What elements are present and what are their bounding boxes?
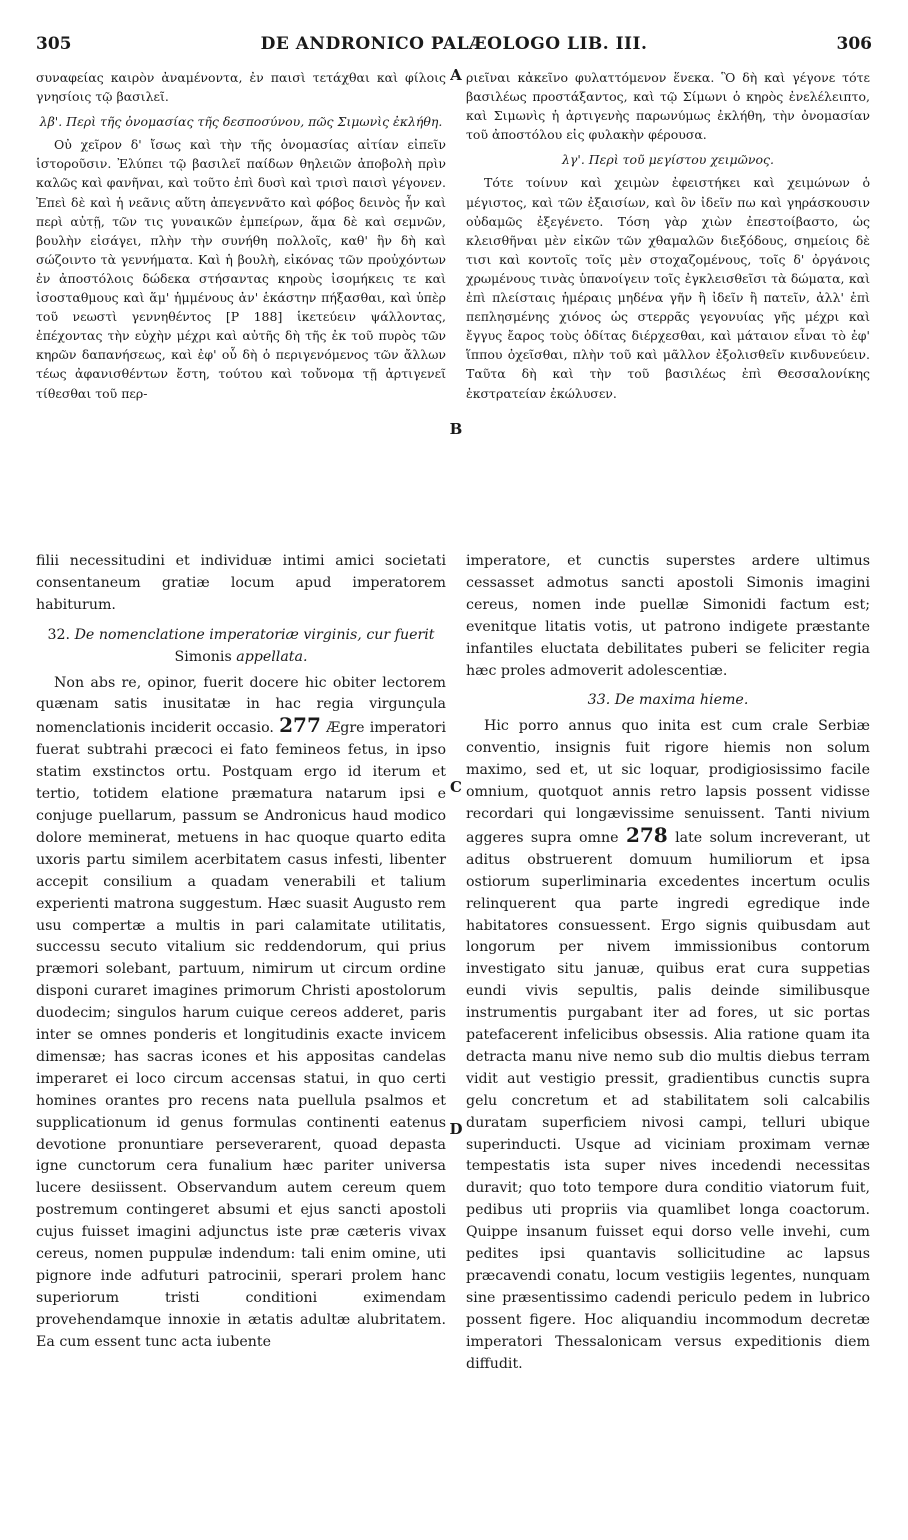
latin-title-32-name: Simonis [174, 648, 232, 665]
latin-chapter-title-33: 33. De maxima hieme. [587, 692, 749, 709]
latin-left-text-b: Ægre imperatori fuerat subtrahi præcoci ei fato femineos fetus, in ipso statim exstinctos ortu. Postquam ergo id iterum et tertio, totidem elatione præmatura natarum ipsi e conjuge puellarum, passum se Andronicus haud modico dolore meminerat, metuens in hac quoque quarto edita uxoris partu similem acerbitatem casus infesti, libenter accepit consilium a quadam venerabili et talium experienti matrona suggestum. Hæc suasit Augusto rem usu compertæ a multis in pari calamitate utilitatis, successu secuto vitalium sic reddendorum, qui prius præmori solebant, partuum, nimirum ut circum ordine disponi curaret imagines primorum Christi apostolorum duodecim; singulos harum cuique cereos adderet, paris inter se omnes ponderis et longitudinis exacte invicem dimensæ; has sacras icones et his appositas candelas imperaret ei loco circum accensas statui, in quo certi homines orantes pro recens nata puellula psalmos et supplicationum id genus formulas continenti eatenus devotione pronuntiare perseverarent, quoad depasta igne cunctorum cera funalium hæc pariter universa lucere desiissent. Observandum autem cereum quem postremum contingeret absumi et ejus sancti apostoli cujus fuisset imagini adjunctus iste præ cæteris vivax cereus, nomen puppulæ indendum: tali enim omine, uti pignore inde adfuturi patrocinii, sperari prolem hanc superiorum tristi conditioni eximendam provehendamque innoxie in ætatis adultæ alubritatem. Ea cum essent tunc acta iubente [36, 720, 446, 1350]
greek-right-para-2: Τότε τοίνυν καὶ χειμὼν ἐφειστήκει καὶ χειμώνων ὁ μέγιστος, καὶ τῶν ἐξαισίων, καὶ ὃν ἰδεῖν πω καὶ γηράσκουσιν οὐδαμῶς ἐξεγένετο. Τόση γὰρ χιὼν ἐπεστοίβαστο, ὡς κλεισθῆναι μὲν εἰκῶν τῶν χθαμαλῶν διεξόδους, σημείοις δὲ τισι καὶ κοντοῖς τοῖς μὲν στοχαζομένους, τοῖς δ' ὀργάνοις χρωμένους τινὰς ὑπανοίγειν τοῖς ἐγκλεισθεῖσι τὰ δώματα, καὶ ἐπὶ πλείσταις ἡμέραις μηδένα γῆν ἢ ἰδεῖν ἢ πατεῖν, ἀλλ' ἐπὶ πεπλησμένης χιόνος ὡς στερρᾶς γεγονυίας γῆς μέχρι καὶ ἔγγυς ἔαρος τοὺς ὁδίτας διέρχεσθαι, καὶ μάταιον εἶναι τὸ ἐφ' ἵππου ὀχεῖσθαι, πλὴν τοῦ καὶ μᾶλλον ἐξολισθεῖν κινδυνεύειν. Ταῦτα δὴ καὶ τὴν τοῦ βασιλέως ἐπὶ Θεσσαλονίκης ἐκστρατείαν ἐκώλυσεν. [466, 175, 870, 401]
page-number-right: 306 [836, 34, 872, 54]
latin-chapter-title-32 [36, 625, 446, 669]
running-title: DE ANDRONICO PALÆOLOGO LIB. III. [260, 34, 648, 54]
margin-letter-c: C [450, 778, 462, 796]
latin-right-text-b: late solum increverant, ut aditus obstruerent domuum humiliorum et ipsa ostiorum superliminaria excedentes incertum oculis relinquerent qua parte ingredi egredique inde habitatores consuessent. Ergo signis quibusdam aut longorum per nivem immissionibus contorum investigato situ januæ, quibus erat cura suppetias eundi vivis sepultis, palis deinde similibusque instrumentis purgabant iter ad fores, ut sic portas patefacerent infelicibus obsessis. Alia ratione quam ita detracta manu nive nemo sub dio multis diebus terram vidit aut vestigio pressit, gradientibus cunctis supra gelu concretum et ad stabilitatem soli calcabilis duratam superficiem nivosi campi, telluri ubique superinducti. Usque ad viciniam proximam vernæ tempestatis ista super nives incedendi necessitas duravit; quo toto tempore dura conditio viatorum fuit, pedibus uti propriis via quamlibet longa coactorum. Quippe insanum fuisset equi dorso velle invehi, cum pedites ipsi quantavis sollicitudine ac lapsus præcavendi conatu, locum vestigiis legentes, nunquam sine præsentissimo cadendi periculo pedem in lubrico possent figere. Hoc aliquandiu incommodum decretæ imperatori Thessalonicam versus expeditionis diem diffudit. [466, 829, 870, 1372]
greek-right-para-1: ριεῖναι κἀκεῖνο φυλαττόμενον ἕνεκα. Ὃ δὴ καὶ γέγονε τότε βασιλέως προστάξαντος, καὶ τῷ Σίμωνι ὁ κηρὸς ἐνελέλειπτο, καὶ Σιμωνὶς ἡ ἀρτιγενὴς παρωνύμως ἐκλήθη, τὴν ὀνομασίαν τοῦ ἀποστόλου εἰς φυλακὴν φέρουσα. [466, 70, 870, 143]
edition-page-ref-277: 277 [279, 713, 321, 738]
latin-right-text-a: Hic porro annus quo inita est cum crale Serbiæ conventio, insignis fuit rigore hiemis non solum maximo, sed et, ut sic loquar, prodigiosissimo facile omnium, quotquot annis retro lapsis possent vidisse recordari qui longævissime senuissent. Tanti nivium aggeres supra omne [466, 718, 870, 846]
margin-letter-a: A [450, 66, 462, 84]
edition-page-ref-278: 278 [625, 822, 668, 847]
margin-letter-d: D [449, 1120, 463, 1138]
running-header [30, 30, 878, 58]
latin-left-para-2 [36, 673, 446, 1354]
greek-column-right [466, 68, 870, 538]
latin-title-32-b: appellata. [236, 648, 308, 665]
latin-chapter-number-32: 32. [47, 626, 71, 643]
latin-column-right [466, 551, 870, 1531]
margin-letter-b: B [449, 420, 463, 438]
greek-left-para-2 [36, 135, 446, 402]
latin-right-para-2 [466, 716, 870, 1375]
greek-left-text-a: Οὐ χεῖρον δ' ἴσως καὶ τὴν τῆς ὀνομασίας αἰτίαν εἰπεῖν ἱστοροῦσιν. Ἐλύπει τῷ βασιλεῖ παίδων θηλειῶν ἀποβολὴ πρὶν καλῶς καὶ φανῆναι, καὶ τοῦτο ἐπὶ δυσὶ καὶ τρισὶ παισὶ γέγονεν. Ἐπεὶ δὲ καὶ ἡ νεᾶνις αὕτη ἀπεγεννᾶτο καὶ φόβος δεινὸς ἦν καὶ περὶ αὐτῇ, τῶν τις γυναικῶν ἐμπείρων, ἅμα δὲ καὶ σεμνῶν, βουλὴν εἰσάγει, πλὴν τὴν συνήθη πολλοῖς, καθ' ἣν δὴ καὶ σώζοιντο τὰ γεννήματα. Καὶ ἡ βουλὴ, εἰκόνας τῶν προὐχόντων ἐν ἀποστόλοις δώδεκα στήσαντας κηροὺς ἰσομήκεις τε καὶ ἰσοσταθμους καὶ ἅμ' ἡμμένους ἀν' ἑκάστην πήξασθαι, καὶ ὑπὲρ τοῦ νεωστὶ γεννηθέντος [36, 137, 446, 325]
latin-left-para-1: filii necessitudini et individuæ intimi amici societati consentaneum gratiæ locum apud imperatorem habiturum. [36, 553, 446, 613]
greek-left-para-1: συναφείας καιρὸν ἀναμένοντα, ἐν παισὶ τετάχθαι καὶ φίλοις γνησίοις τῷ βασιλεῖ. [36, 70, 446, 105]
greek-column-left [36, 68, 446, 538]
greek-chapter-title-33: λγ'. Περὶ τοῦ μεγίστου χειμῶνος. [562, 152, 774, 168]
latin-title-32-a: De nomenclatione imperatoriæ virginis, cur fuerit [74, 626, 435, 643]
greek-chapter-title-32: λβ'. Περὶ τῆς ὀνομασίας τῆς δεσποσύνου, πῶς Σιμωνὶς ἐκλήθη. [39, 114, 443, 130]
greek-left-text-b: ἱκετεύειν ψάλλοντας, ἐπέχοντας τὴν εὐχὴν μέχρι καὶ αὐτῆς δὴ τῆς ἐκ τοῦ πυρὸς τῶν κηρῶν δαπανήσεως, καὶ ἐφ' οὗ δὴ ὁ περιγενόμενος τῶν ἄλλων τέως ἀφανισθέντων ἔστη, τούτου καὶ τοὔνομα τῇ ἀρτιγενεῖ τίθεσθαι τοῦ περ- [36, 309, 447, 401]
latin-right-para-1: imperatore, et cunctis superstes ardere ultimus cessasset admotus sancti apostoli Simonis imagini cereus, nomen inde puellæ Simonidi factum est; evenitque litatis votis, ut patrono indigete præstante infantiles eluctata debilitates puberi se feliciter regia hæc proles admoverit adolescentiæ. [466, 553, 870, 679]
patrologia-ref: [P 188] [225, 309, 283, 325]
latin-left-text-a: Non abs re, opinor, fuerit docere hic obiter lectorem quænam satis inusitatæ in hac regia virgunçula nomenclationis inciderit occasio. [36, 674, 446, 737]
latin-column-left [36, 551, 446, 1531]
page-number-left: 305 [36, 34, 72, 54]
